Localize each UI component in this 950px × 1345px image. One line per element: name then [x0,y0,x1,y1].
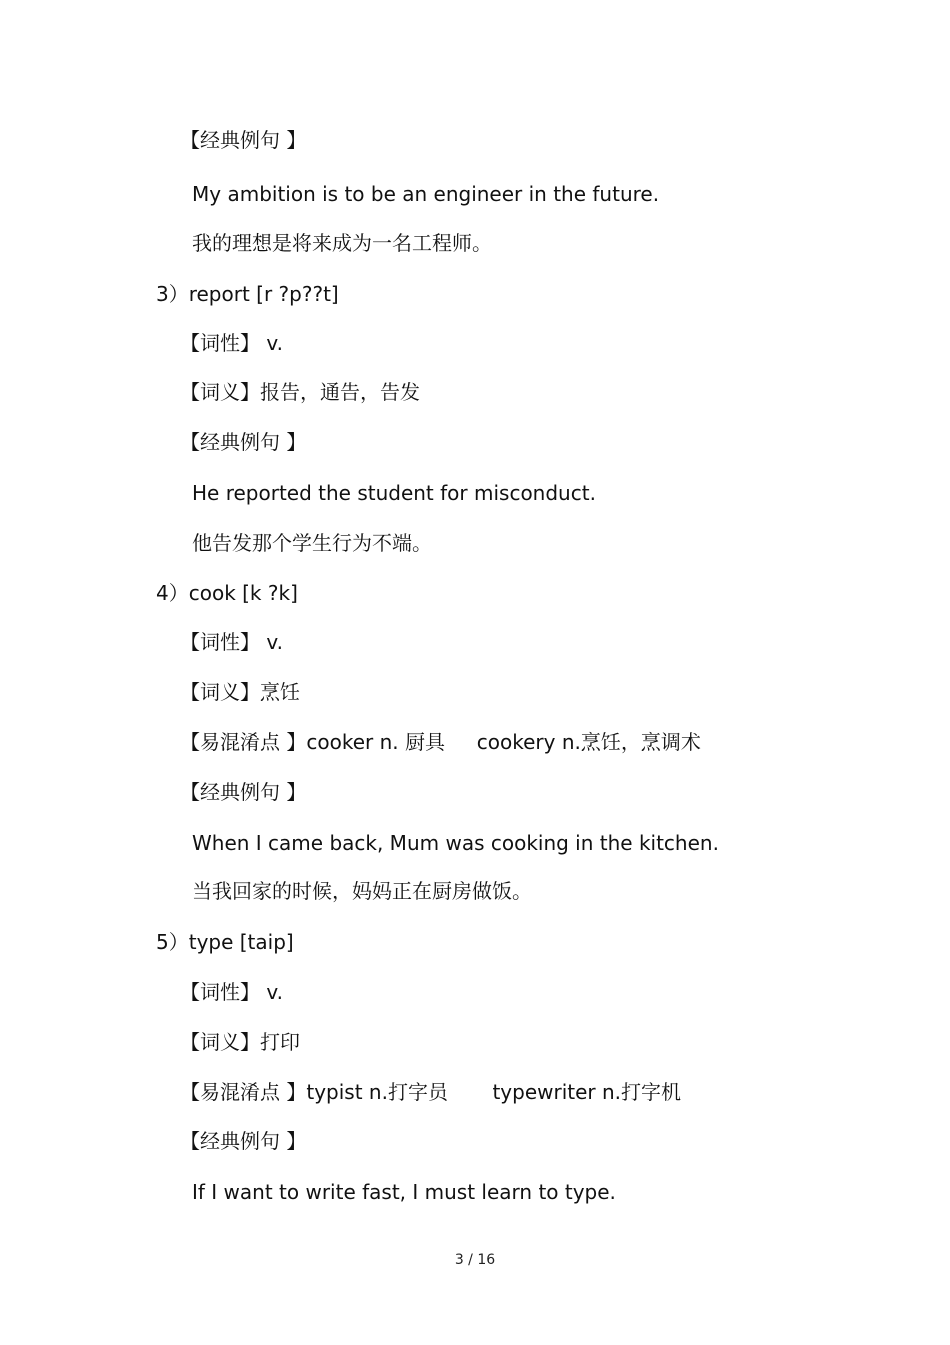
part-of-speech: 【词性】 v. [180,331,283,355]
example-sentence-en: My ambition is to be an engineer in the future. [192,182,660,206]
page-number: 3 / 16 [454,1252,496,1268]
section-heading-example: 【经典例句 】 [180,780,307,804]
example-sentence-zh: 我的理想是将来成为一名工程师。 [192,231,492,255]
example-sentence-en: When I came back, Mum was cooking in the kitchen. [192,831,719,855]
section-heading-example: 【经典例句 】 [180,1129,307,1153]
section-heading-example: 【经典例句 】 [180,430,307,454]
example-sentence-en: He reported the student for misconduct. [192,481,596,505]
confusable-words: 【易混淆点 】typist n.打字员 typewriter n.打字机 [180,1080,682,1104]
confusable-words: 【易混淆点 】cooker n. 厨具 cookery n.烹饪，烹调术 [180,730,701,754]
part-of-speech: 【词性】 v. [180,980,283,1004]
entry-heading-report: 3）report [r ?p??t] [156,282,339,306]
part-of-speech: 【词性】 v. [180,630,283,654]
example-sentence-zh: 他告发那个学生行为不端。 [192,531,432,555]
meaning: 【词义】烹饪 [180,680,300,704]
entry-heading-cook: 4）cook [k ?k] [156,581,298,605]
section-heading-example: 【经典例句 】 [180,128,307,152]
meaning: 【词义】打印 [180,1030,300,1054]
example-sentence-zh: 当我回家的时候，妈妈正在厨房做饭。 [192,879,532,903]
example-sentence-en: If I want to write fast, I must learn to type. [192,1180,616,1204]
entry-heading-type: 5）type [taip] [156,930,294,954]
meaning: 【词义】报告，通告，告发 [180,380,420,404]
